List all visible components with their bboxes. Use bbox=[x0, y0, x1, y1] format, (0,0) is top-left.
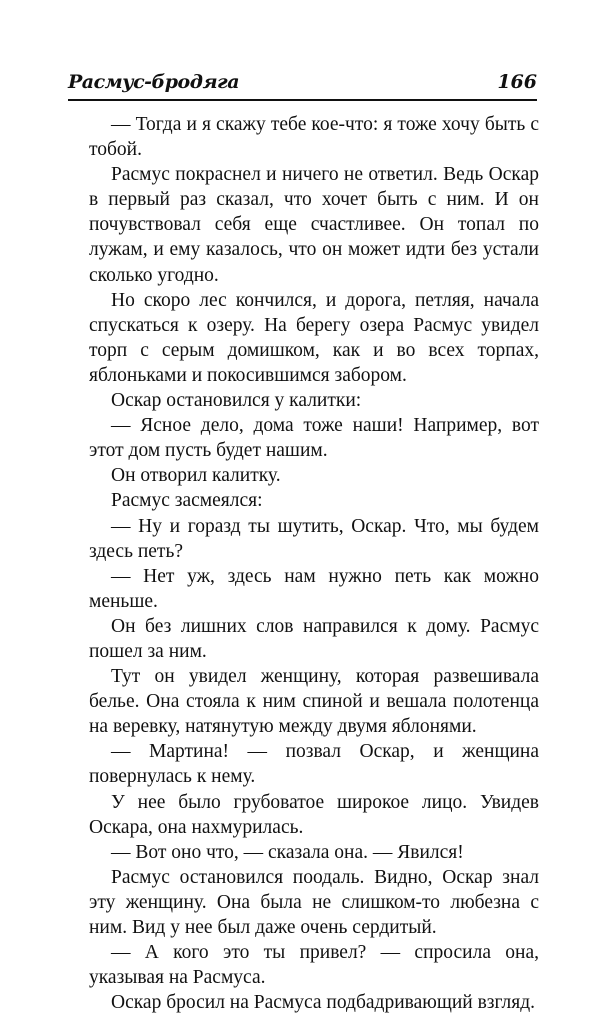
paragraph: Он отворил калитку. bbox=[111, 465, 281, 487]
paragraph: — Мартина! — позвал Оскар, и женщина повернулась к нему. bbox=[89, 741, 539, 788]
paragraph: Он без лишних слов направился к дому. Расмус пошел за ним. bbox=[89, 615, 539, 662]
book-title: Расмус-бродяга bbox=[68, 71, 240, 93]
header-rule bbox=[68, 99, 537, 101]
paragraph: — А кого это ты привел? — спросила она, указывая на Расмуса. bbox=[89, 942, 539, 989]
page-number: 166 bbox=[497, 71, 537, 93]
paragraph: Тут он увидел женщину, которая развешивала белье. Она стояла к ним спиной и вешала полотенца на веревку, натянутую между двумя яблонями. bbox=[89, 666, 539, 738]
paragraph: Оскар бросил на Расмуса подбадривающий взгляд. bbox=[111, 992, 536, 1014]
paragraph: — Ну и горазд ты шутить, Оскар. Что, мы будем здесь петь? bbox=[89, 515, 539, 562]
paragraph: — Вот оно что, — сказала она. — Явился! bbox=[111, 841, 464, 863]
body-text bbox=[89, 112, 539, 1015]
paragraph: Расмус покраснел и ничего не ответил. Ведь Оскар в первый раз сказал, что хочет быть с ним. И он почувствовал себя еще счастливее. Он топал по лужам, и ему казалось, что он может идти без устали сколько угодно. bbox=[89, 164, 539, 286]
paragraph: У нее было грубоватое широкое лицо. Увидев Оскара, она нахмурилась. bbox=[89, 791, 539, 838]
paragraph: Расмус остановился поодаль. Видно, Оскар знал эту женщину. Она была не слишком-то любезна с ним. Вид у нее был даже очень сердитый. bbox=[89, 866, 539, 938]
running-head bbox=[68, 70, 537, 100]
paragraph: — Нет уж, здесь нам нужно петь как можно меньше. bbox=[89, 565, 539, 612]
paragraph: Оскар остановился у калитки: bbox=[111, 390, 362, 412]
paragraph: Расмус засмеялся: bbox=[111, 490, 263, 512]
paragraph: Но скоро лес кончился, и дорога, петляя, начала спускаться к озеру. На берегу озера Расмус увидел торп с серым домишком, как и во всех торпах, яблоньками и покосившимся забором. bbox=[89, 289, 539, 386]
paragraph: — Ясное дело, дома тоже наши! Например, вот этот дом пусть будет нашим. bbox=[89, 415, 539, 462]
paragraph: — Тогда и я скажу тебе кое-что: я тоже хочу быть с тобой. bbox=[89, 114, 539, 161]
